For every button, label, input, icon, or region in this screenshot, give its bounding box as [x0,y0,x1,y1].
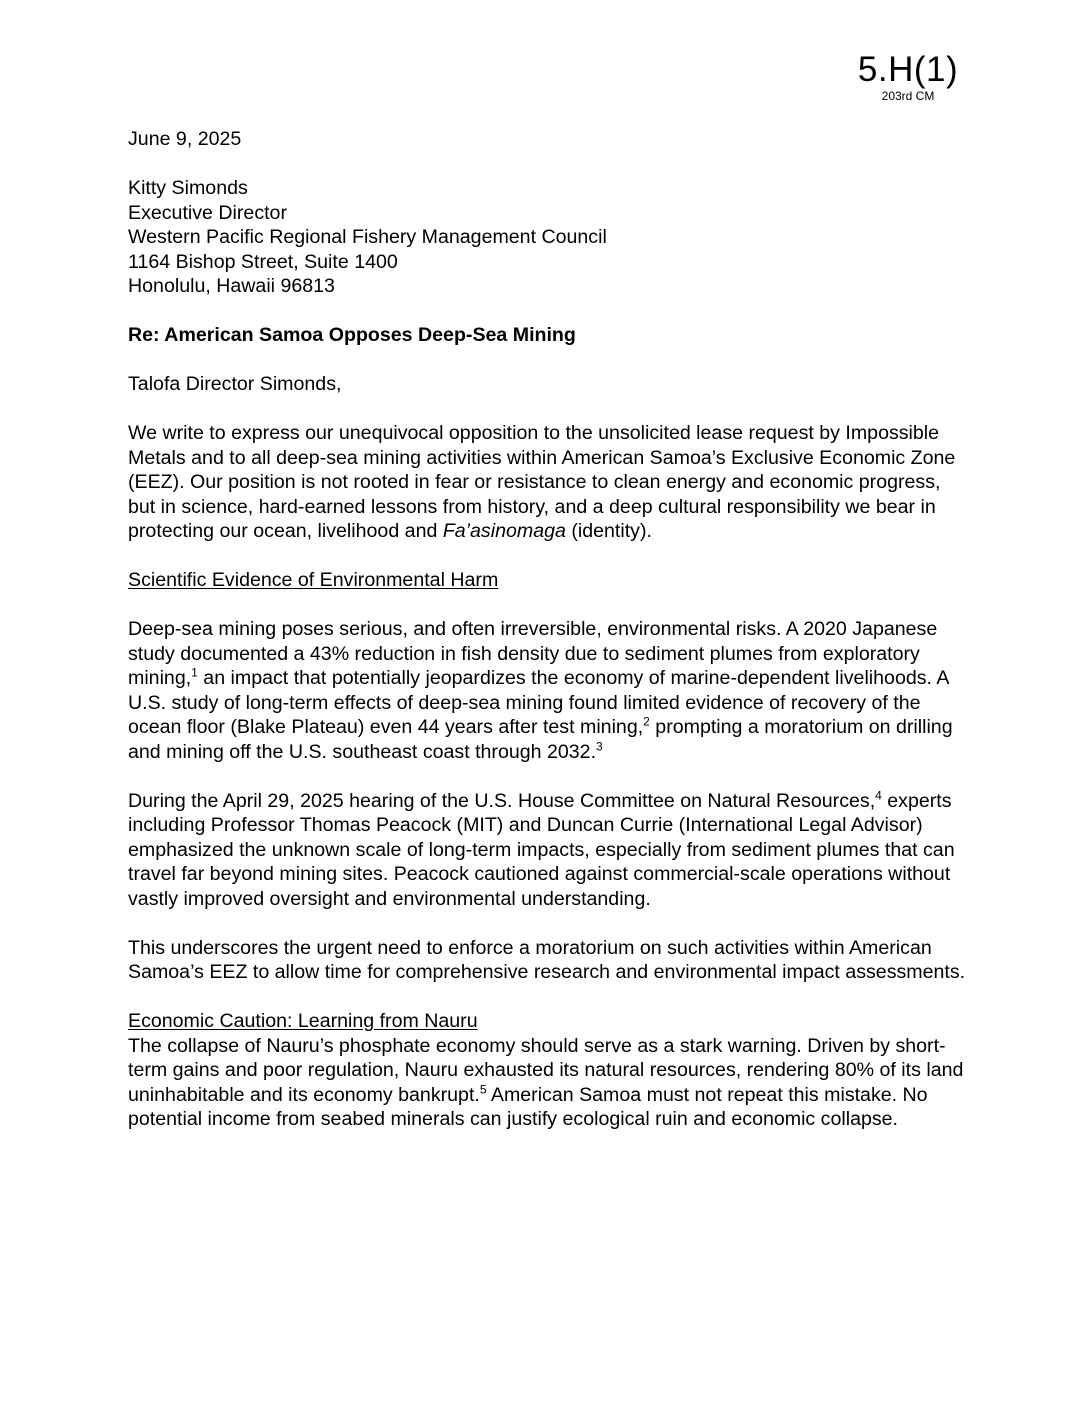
section-heading-economic: Economic Caution: Learning from Nauru [128,1010,478,1032]
footnote-ref-5[interactable]: 5 [479,1081,487,1096]
science-p1-text-c: prompting a moratorium on drilling and mining off the U.S. southeast coast through 2032. [128,716,953,763]
footnote-ref-1[interactable]: 1 [191,665,198,680]
science-paragraph-1 [128,617,968,764]
footnote-ref-3[interactable]: 3 [596,738,603,753]
intro-text: We write to express our unequivocal opposition to the unsolicited lease request by Impossible Metals and to all deep-sea mining activities within American Samoa’s Exclusive Economic Zone (EEZ). Our position is not rooted in fear or resistance to clean energy and economic progress, but in science, hard-earned lessons from history, and a deep cultural responsibility we bear in protecting our ocean, livelihood and [128,422,956,542]
science-p2-text-b: experts including Professor Thomas Peacock (MIT) and Duncan Currie (International Legal Advisor) emphasized the unknown scale of long-term impacts, especially from sediment plumes that can travel far beyond mining sites. Peacock cautioned against commercial-scale operations without vastly improved oversight and environmental understanding. [128,789,955,910]
science-p2-text-a: During the April 29, 2025 hearing of the U.S. House Committee on Natural Resources, [128,789,876,812]
recipient-organization: Western Pacific Regional Fishery Management Council [128,226,607,248]
recipient-name: Kitty Simonds [128,177,248,199]
section-heading-science: Scientific Evidence of Environmental Harm [128,569,499,591]
economic-p1-text-b: American Samoa must not repeat this mistake. No potential income from seabed minerals can justify ecological ruin and economic collapse. [128,1083,928,1130]
intro-paragraph [128,421,968,544]
letter-body [128,127,968,1132]
agenda-stamp [848,50,968,103]
footnote-ref-2[interactable]: 2 [643,714,650,729]
science-paragraph-3: This underscores the urgent need to enforce a moratorium on such activities within American Samoa’s EEZ to allow time for comprehensive research and environmental impact assessments. [128,936,966,983]
recipient-title: Executive Director [128,201,287,224]
footnote-ref-4[interactable]: 4 [875,787,882,802]
science-p1-text-b: an impact that potentially jeopardizes the economy of marine-dependent livelihoods. A U.S. study of long-term effects of deep-sea mining found limited evidence of recovery of the ocean floor (Blake Plateau) even 44 years after test mining, [128,667,949,738]
recipient-address [128,176,968,299]
economic-p1-text-a: The collapse of Nauru’s phosphate economy should serve as a stark warning. Driven by short-term gains and poor regulation, Nauru exhausted its natural resources, rendering 80% of its land uninhabitable and its economy bankrupt. [128,1034,964,1106]
science-paragraph-2 [128,789,968,912]
subject-line: Re: American Samoa Opposes Deep-Sea Mining [128,324,576,346]
letter-date: June 9, 2025 [128,128,242,150]
recipient-street: 1164 Bishop Street, Suite 1400 [128,250,398,273]
economic-paragraph-1 [128,1034,968,1132]
science-p1-text-a: Deep-sea mining poses serious, and often irreversible, environmental risks. A 2020 Japanese study documented a 43% reduction in fish density due to sediment plumes from exploratory mining, [128,618,938,689]
intro-term: Fa’asinomaga [442,520,566,542]
intro-term-gloss: (identity). [565,520,652,542]
meeting-label: 203rd CM [881,89,935,103]
agenda-item-code: 5.H(1) [857,50,959,89]
recipient-city: Honolulu, Hawaii 96813 [128,275,335,297]
salutation: Talofa Director Simonds, [128,373,342,395]
